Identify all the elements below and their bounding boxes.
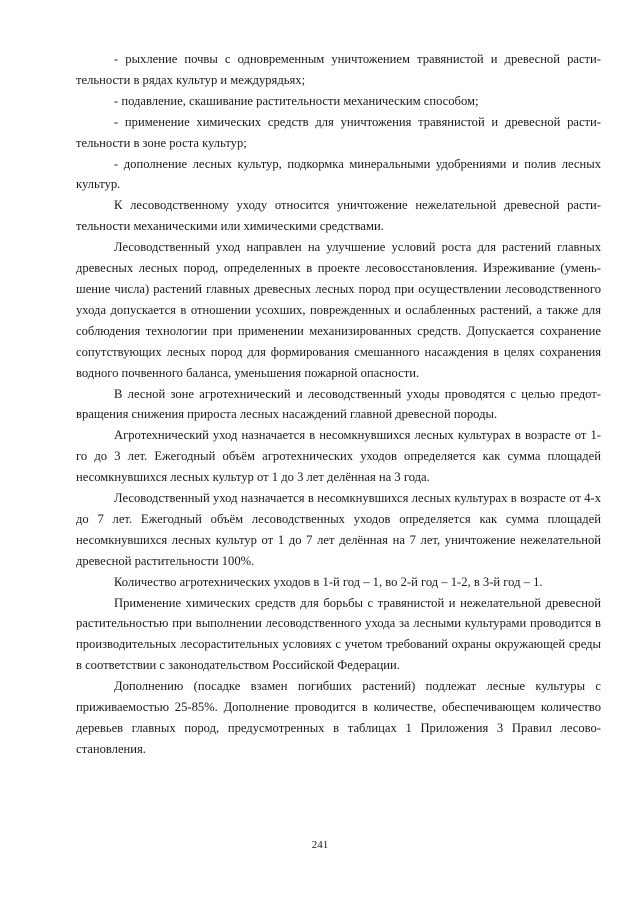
paragraph-replanting: Дополнению (посадке взамен погибших растений) подлежат лесные культуры с приживаемостью 25-85%. Дополнение проводится в количестве, обеспечивающем количество деревьев главных пород, предусмотренных в таблицах 1 Приложения 3 Правил лесовостановления.	[76, 679, 601, 756]
paragraph-chemical-control: Применение химических средств для борьбы с травянистой и нежелательной древесной растительностью при выполнении лесоводственного ухода за лесными культурами проводится в производительных лесорастительных условиях с учетом требований охраны окружающей среды в соответствии с законодательством Российской Федерации.	[76, 595, 601, 673]
paragraph-agrotech-care: Агротехнический уход назначается в несомкнувшихся лесных культурах в возрасте от 1-го до 3 лет. Ежегодный объём агротехнических уходов определяется как сумма площадей несомкнувшихся лесных культур от 1 до 3 лет делённая на 3 года.	[76, 428, 601, 485]
paragraph-loosening: - рыхление почвы с одновременным уничтожением травянистой и древесной растительности в рядах культур и междурядьях;	[76, 52, 601, 87]
paragraph-silvicultural-volume: Лесоводственный уход назначается в несомкнувшихся лесных культурах в возрасте от 4-х до 7 лет. Ежегодный объём лесоводственных уходов определяется как сумма площадей несомкнувшихся лесных культур от 1 до 7 лет делённая на 7 лет, уничтожение нежелательной древесной растительности 100%.	[76, 491, 601, 568]
paragraph-forest-zone: В лесной зоне агротехнический и лесоводственный уходы проводятся с целью предотвращения снижения прироста лесных насаждений главной древесной породы.	[76, 386, 601, 422]
paragraph-supplement: - дополнение лесных культур, подкормка минеральными удобрениями и полив лесных культур.	[76, 156, 601, 192]
page-number: 241	[311, 839, 329, 851]
paragraph-care-count: Количество агротехнических уходов в 1-й год – 1, во 2-й год – 1-2, в 3-й год – 1.	[114, 574, 543, 589]
paragraph-silvicultural-care: К лесоводственному уходу относится уничтожение нежелательной древесной растительности механическими или химическими средствами.	[76, 198, 601, 234]
body-text	[76, 49, 601, 760]
paragraph-mowing: - подавление, скашивание растительности механическим способом;	[114, 93, 479, 108]
paragraph-chemicals: - применение химических средств для уничтожения травянистой и древесной растительности в зоне роста культур;	[76, 114, 601, 150]
paragraph-care-purpose: Лесоводственный уход направлен на улучшение условий роста для растений главных древесных лесных пород, определенных в проекте лесовосстановления. Изреживание (уменьшение числа) растений главных древесных лесных пород при осуществлении лесоводственного ухода допускается в отношении усохших, поврежденных и ослабленных растений, а также для соблюдения технологии при применении механизированных средств. Допускается сохранение сопутствующих лесных пород для формирования смешанного насаждения в целях сохранения водного почвенного баланса, уменьшения пожарной опасности.	[76, 240, 601, 380]
